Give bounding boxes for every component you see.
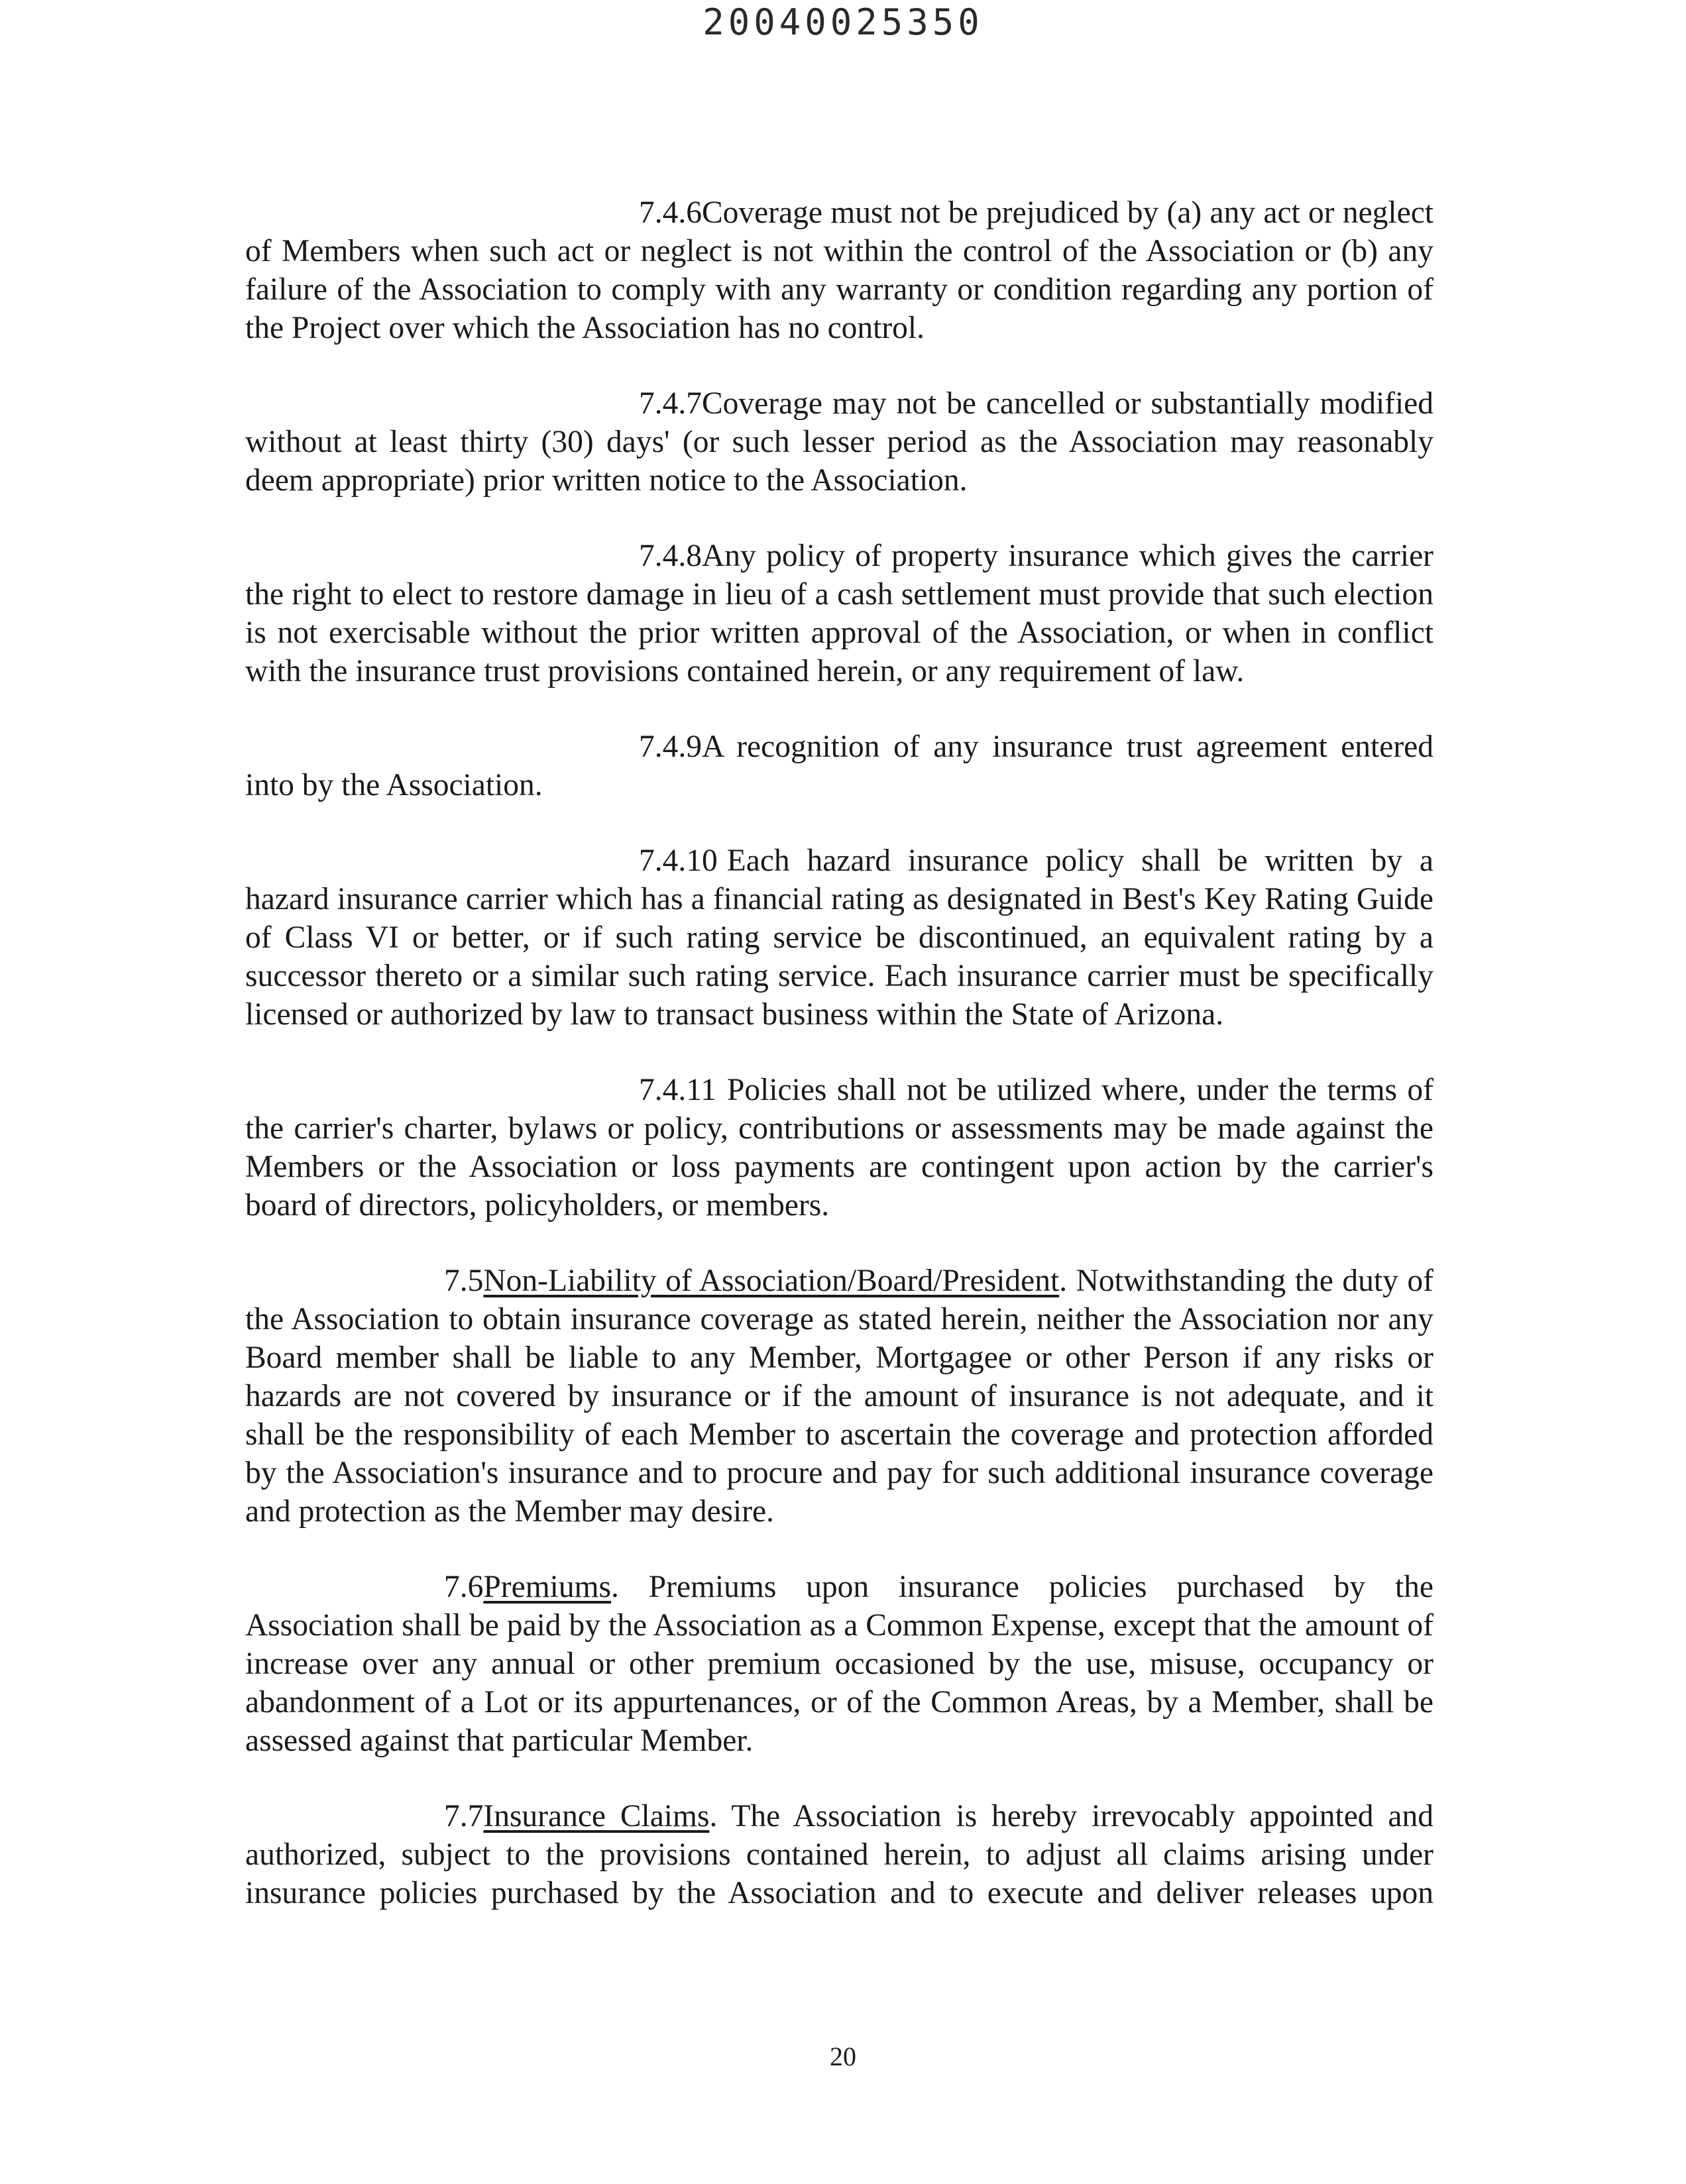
paragraph-text: A recognition of any insurance trust agreement entered into by the Association. <box>245 730 1433 802</box>
paragraph-7-4-6 <box>245 193 1433 347</box>
paragraph-text: Any policy of property insurance which gives the carrier the right to elect to restore damage in lieu of a cash settlement must provide that such election is not exercisable without the prior written approval of the Association, or when in conflict with the insurance trust provisions contained herein, or any requirement of law. <box>245 539 1433 688</box>
section-number: 7.4.6 <box>639 195 702 230</box>
paragraph-7-4-9 <box>245 728 1433 804</box>
paragraph-7-4-8 <box>245 537 1433 690</box>
section-heading: Premiums <box>483 1570 612 1604</box>
paragraph-text: Coverage may not be cancelled or substantially modified without at least thirty (30) days' (or such lesser period as the Association may reasonably deem appropriate) prior written notice to the Association. <box>245 386 1433 498</box>
section-heading: Insurance Claims <box>483 1799 710 1833</box>
paragraph-text: Premiums upon insurance policies purchased by the Association shall be paid by the Association as a Common Expense, except that the amount of increase over any annual or other premium occasioned by the use, misuse, occupancy or abandonment of a Lot or its appurtenances, or of the Common Areas, by a Member, shall be assessed against that particular Member. <box>245 1570 1434 1758</box>
paragraph-7-4-11 <box>245 1071 1433 1225</box>
document-number: 20040025350 <box>702 1 984 43</box>
section-number: 7.4.10 <box>639 844 718 878</box>
paragraph-7-5: 7.5Non-Liability of Association/Board/President. Notwithstanding the duty of the Association to obtain insurance coverage as stated herein, neither the Association nor any Board member shall be liable to any Member, Mortgagee or other Person if any risks or hazards are not covered by insurance or if the amount of insurance is not adequate, and it shall be the responsibility of each Member to ascertain the coverage and protection afforded by the Association's insurance and to procure and pay for such additional insurance coverage and protection as the Member may desire. <box>245 1262 1433 1531</box>
document-body <box>245 193 1433 1949</box>
paragraph-7-7: 7.7Insurance Claims. The Association is hereby irrevocably appointed and authorized, subject to the provisions contained herein, to adjust all claims arising under insurance policies purchased by the Association and to execute and deliver releases upon <box>245 1797 1433 1912</box>
section-number: 7.6 <box>444 1570 484 1604</box>
section-number: 7.4.11 <box>639 1073 716 1107</box>
section-number: 7.7 <box>444 1799 484 1833</box>
paragraph-7-6: 7.6Premiums. Premiums upon insurance policies purchased by the Association shall be paid by the Association as a Common Expense, except that the amount of increase over any annual or other premium occasioned by the use, misuse, occupancy or abandonment of a Lot or its appurtenances, or of the Common Areas, by a Member, shall be assessed against that particular Member. <box>245 1568 1433 1760</box>
section-heading: Non-Liability of Association/Board/President <box>483 1264 1060 1298</box>
section-number: 7.5 <box>444 1264 484 1298</box>
paragraph-text: Notwithstanding the duty of the Association to obtain insurance coverage as stated herein, neither the Association nor any Board member shall be liable to any Member, Mortgagee or other Person if any risks or hazards are not covered by insurance or if the amount of insurance is not adequate, and it shall be the responsibility of each Member to ascertain the coverage and protection afforded by the Association's insurance and to procure and pay for such additional insurance coverage and protection as the Member may desire. <box>245 1264 1434 1529</box>
section-number: 7.4.9 <box>639 730 702 764</box>
section-number: 7.4.8 <box>639 539 702 573</box>
paragraph-text: Coverage must not be prejudiced by (a) any act or neglect of Members when such act or neglect is not within the control of the Association or (b) any failure of the Association to comply with any warranty or condition regarding any portion of the Project over which the Association has no control. <box>245 195 1433 345</box>
paragraph-7-4-10 <box>245 842 1433 1034</box>
page-number: 20 <box>830 2042 856 2071</box>
paragraph-7-4-7 <box>245 384 1433 500</box>
section-number: 7.4.7 <box>639 386 702 421</box>
paragraph-text: Policies shall not be utilized where, under the terms of the carrier's charter, bylaws or policy, contributions or assessments may be made against the Members or the Association or loss payments are contingent upon action by the carrier's board of directors, policyholders, or members. <box>245 1073 1433 1223</box>
paragraph-text: Each hazard insurance policy shall be written by a hazard insurance carrier which has a financial rating as designated in Best's Key Rating Guide of Class VI or better, or if such rating service be discontinued, an equivalent rating by a successor thereto or a similar such rating service. Each insurance carrier must be specifically licensed or authorized by law to transact business within the State of Arizona. <box>245 844 1433 1032</box>
paragraph-text: The Association is hereby irrevocably appointed and authorized, subject to the provisions contained herein, to adjust all claims arising under insurance policies purchased by the Association and to execute and deliver releases upon <box>245 1799 1433 1910</box>
